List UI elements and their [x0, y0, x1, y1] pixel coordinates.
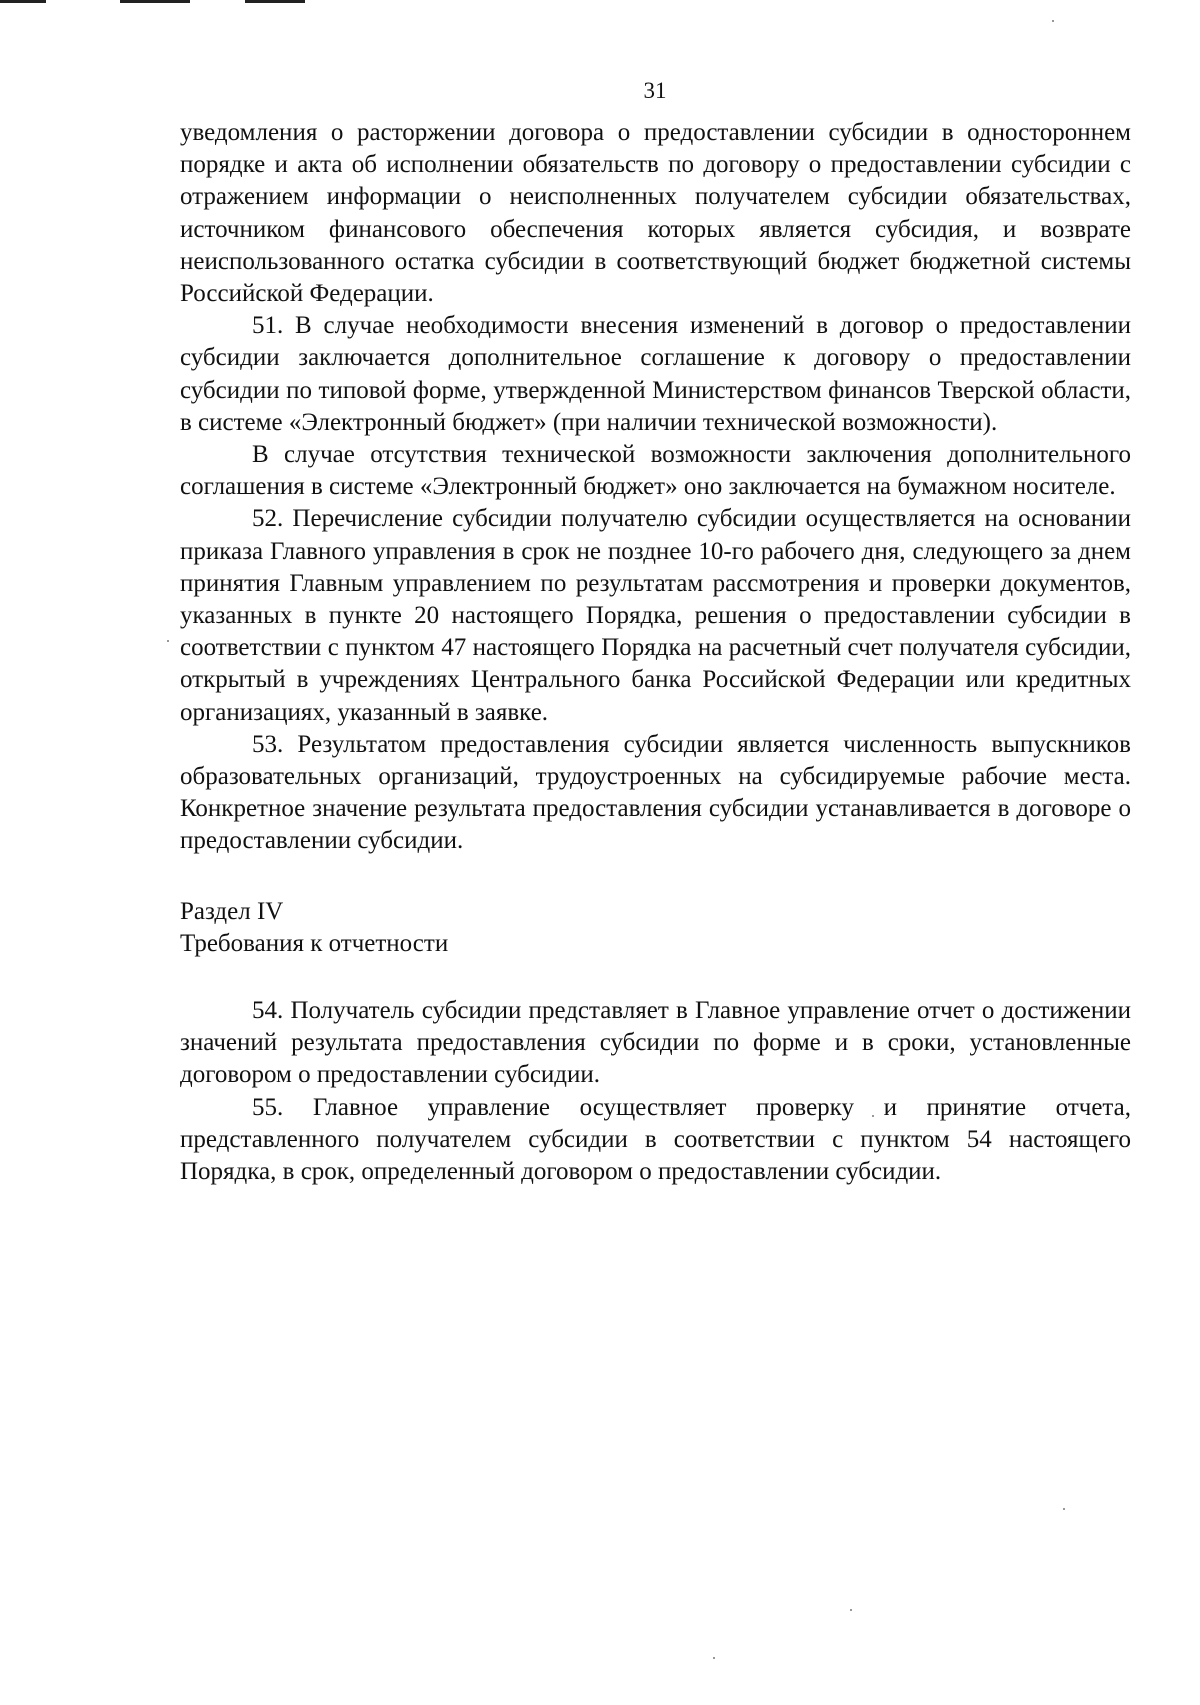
paragraph-54: 54. Получатель субсидии представляет в Главное управление отчет о достижении значений результата предоставления субсидии по форме и в сроки, установленные договором о предоставлении субсидии.: [180, 997, 1131, 1089]
paragraph-51: 51. В случае необходимости внесения изменений в договор о предоставлении субсидии заключается дополнительное соглашение к договору о предоставлении субсидии по типовой форме, утвержденной Министерством финансов Тверской области, в системе «Электронный бюджет» (при наличии технической возможности).: [180, 312, 1131, 436]
scan-speck: [850, 1609, 852, 1611]
scan-speck: [1063, 1508, 1065, 1510]
section-number: Раздел IV: [180, 897, 284, 925]
scan-edge-mark: [245, 0, 305, 3]
scan-edge-mark: [120, 0, 190, 3]
scan-edge-mark: [0, 0, 46, 3]
page-number: 31: [643, 78, 667, 103]
scan-speck: [167, 640, 169, 642]
spacer: [180, 858, 1131, 896]
paragraph-continuation: уведомления о расторжении договора о предоставлении субсидии в одностороннем порядке и акта об исполнении обязательств по договору о предоставлении субсидии с отражением информации о неисполненных получателем субсидии обязательствах, источником финансового обеспечения которых является субсидия, и возврате неиспользованного остатка субсидии в соответствующий бюджет бюджетной системы Российской Федерации.: [180, 119, 1131, 308]
scan-speck: [1052, 20, 1054, 22]
document-body: [180, 117, 1131, 1188]
scan-speck: [713, 1657, 715, 1659]
paragraph-51-b: В случае отсутствия технической возможности заключения дополнительного соглашения в системе «Электронный бюджет» оно заключается на бумажном носителе.: [180, 441, 1131, 501]
paragraph-52: 52. Перечисление субсидии получателю субсидии осуществляется на основании приказа Главного управления в срок не позднее 10-го рабочего дня, следующего за днем принятия Главным управлением по результатам рассмотрения и проверки документов, указанных в пункте 20 настоящего Порядка, решения о предоставлении субсидии в соответствии с пунктом 47 настоящего Порядка на расчетный счет получателя субсидии, открытый в учреждениях Центрального банка Российской Федерации или кредитных организациях, указанный в заявке.: [180, 505, 1131, 726]
paragraph-53: 53. Результатом предоставления субсидии является численность выпускников образовательных организаций, трудоустроенных на субсидируемые рабочие места. Конкретное значение результата предоставления субсидии устанавливается в договоре о предоставлении субсидии.: [180, 730, 1131, 855]
spacer: [180, 960, 1131, 995]
paragraph-55: 55. Главное управление осуществляет проверку и принятие отчета, представленного получателем субсидии в соответствии с пунктом 54 настоящего Порядка, в срок, определенный договором о предоставлении субсидии.: [180, 1093, 1131, 1186]
section-title: Требования к отчетности: [180, 929, 449, 957]
